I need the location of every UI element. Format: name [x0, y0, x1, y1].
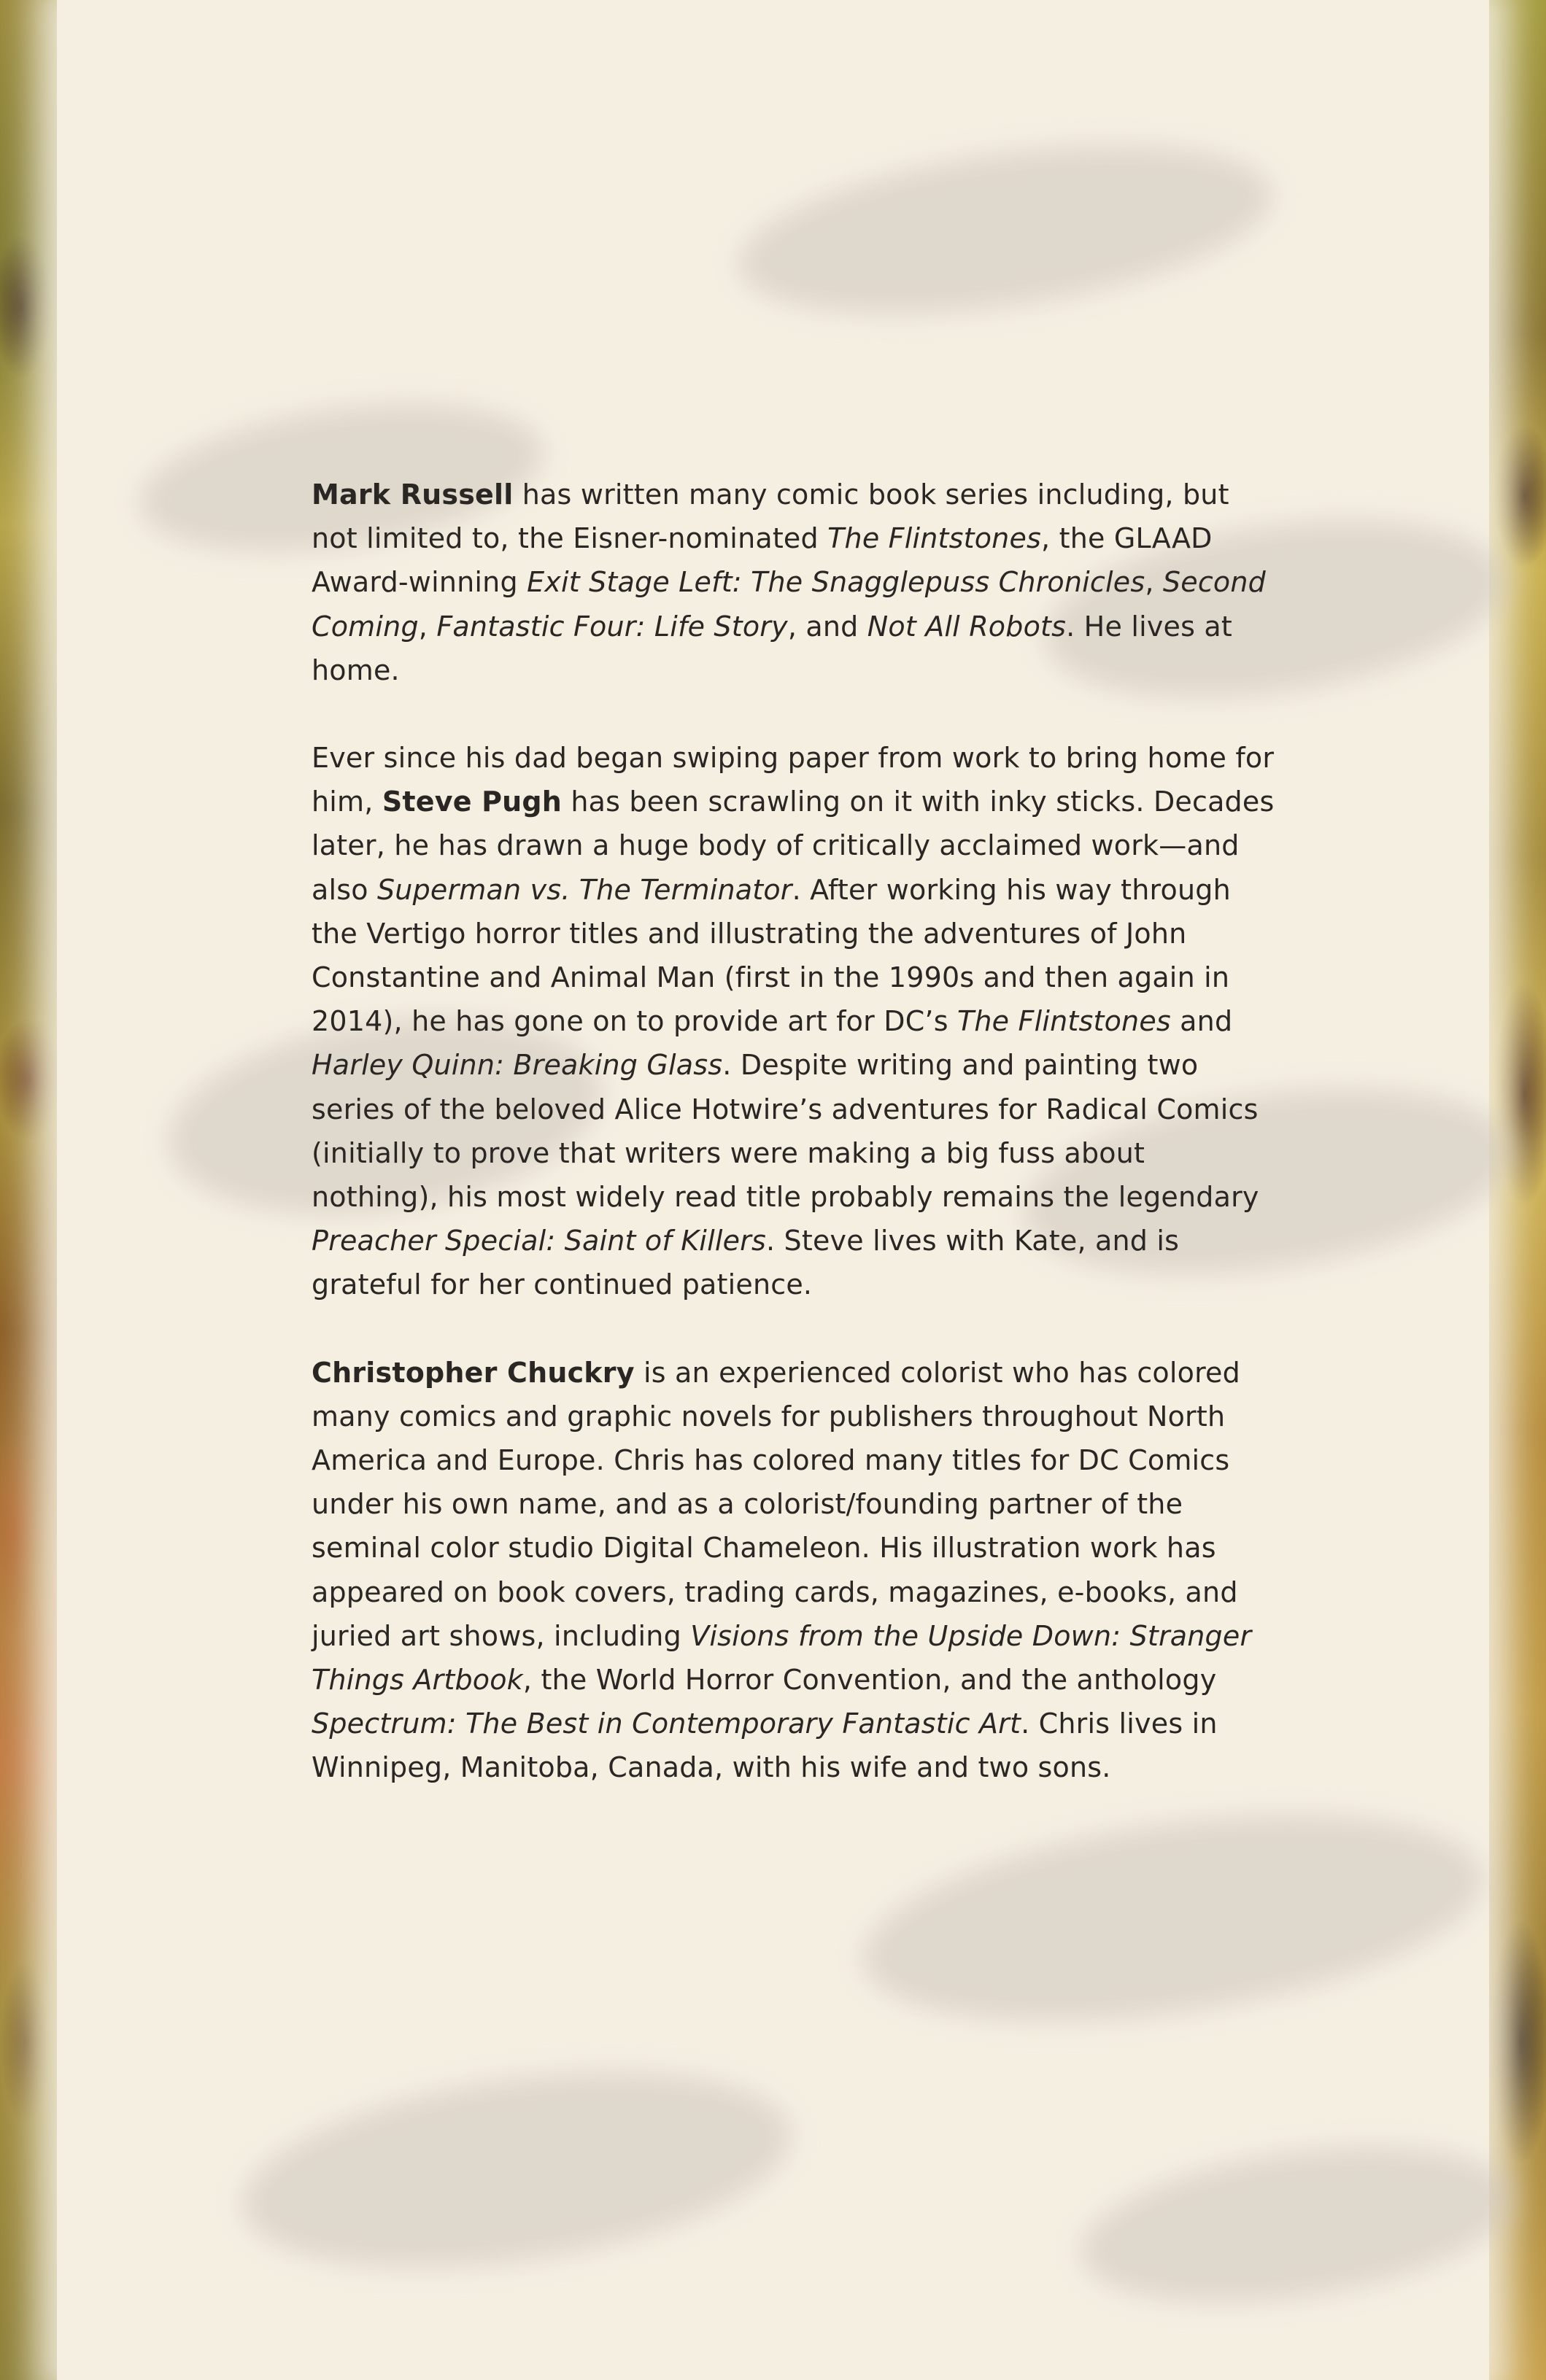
bio-title: Superman vs. The Terminator	[376, 873, 792, 906]
bio-text: is an experienced colorist who has colored many comics and graphic novels for publishers throughout North America and Europe. Chris has colored many titles for DC Comics under his own name, and as a colorist/founding partner of the seminal color studio Digital Chameleon. His illustration work has appeared on book covers, trading cards, magazines, e-books, and juried art shows, including	[312, 1356, 1240, 1652]
bio-text: . He lives at home.	[312, 610, 1232, 686]
bio-text: , the GLAAD Award-winning	[312, 522, 1213, 599]
bio-mark-russell	[312, 473, 1275, 692]
bio-title: Exit Stage Left: The Snagglepuss Chronicles	[527, 566, 1145, 599]
bio-text: . Despite writing and painting two series of the beloved Alice Hotwire’s adventures for Radical Comics (initially to prove that writers were making a big fuss about nothing), his most widely read title probably remains the legendary	[312, 1049, 1259, 1214]
bio-title: Visions from the Upside Down: Stranger Things Artbook	[312, 1619, 1252, 1697]
bio-title: Second Coming	[312, 566, 1266, 643]
bio-text: . Steve lives with Kate, and is grateful for her continued patience.	[312, 1225, 1180, 1301]
bio-title: Spectrum: The Best in Contemporary Fantastic Art	[312, 1708, 1021, 1740]
bio-text: , the World Horror Convention, and the anthology	[522, 1664, 1217, 1697]
painted-border-left	[0, 0, 66, 2380]
brush-stroke	[727, 117, 1283, 344]
bio-steve-pugh	[312, 736, 1275, 1307]
brush-stroke	[1070, 2122, 1524, 2327]
bio-christopher-chuckry	[312, 1351, 1275, 1790]
bio-text: . Chris lives in Winnipeg, Manitoba, Canada, with his wife and two sons.	[312, 1708, 1218, 1784]
bio-name: Mark Russell	[312, 478, 514, 511]
brush-stroke	[229, 2041, 803, 2298]
bio-title: The Flintstones	[956, 1005, 1171, 1038]
bio-text: Ever since his dad began swiping paper from work to bring home for him,	[312, 742, 1275, 818]
bio-text: ,	[418, 610, 437, 643]
bio-title: Not All Robots	[867, 610, 1067, 643]
bio-text: has been scrawling on it with inky sticks. Decades later, he has drawn a huge body of critically acclaimed work—and also	[312, 786, 1275, 906]
bio-title: Fantastic Four: Life Story	[436, 610, 788, 643]
bio-title: Harley Quinn: Breaking Glass	[312, 1049, 723, 1082]
bio-text: has written many comic book series including, but not limited to, the Eisner-nominated	[312, 478, 1229, 555]
bio-text: and	[1170, 1005, 1233, 1038]
bio-text: . After working his way through the Vertigo horror titles and illustrating the adventures of John Constantine and Animal Man (first in the 1990s and then again in 2014), he has gone on to provide art for DC’s	[312, 873, 1231, 1038]
bio-name: Christopher Chuckry	[312, 1356, 635, 1389]
bio-column	[312, 473, 1275, 1834]
bio-text: ,	[1145, 566, 1163, 599]
bio-title: The Flintstones	[827, 522, 1042, 555]
bio-name: Steve Pugh	[382, 786, 563, 818]
bio-title: Preacher Special: Saint of Killers	[312, 1225, 766, 1257]
bio-text: , and	[787, 610, 867, 643]
